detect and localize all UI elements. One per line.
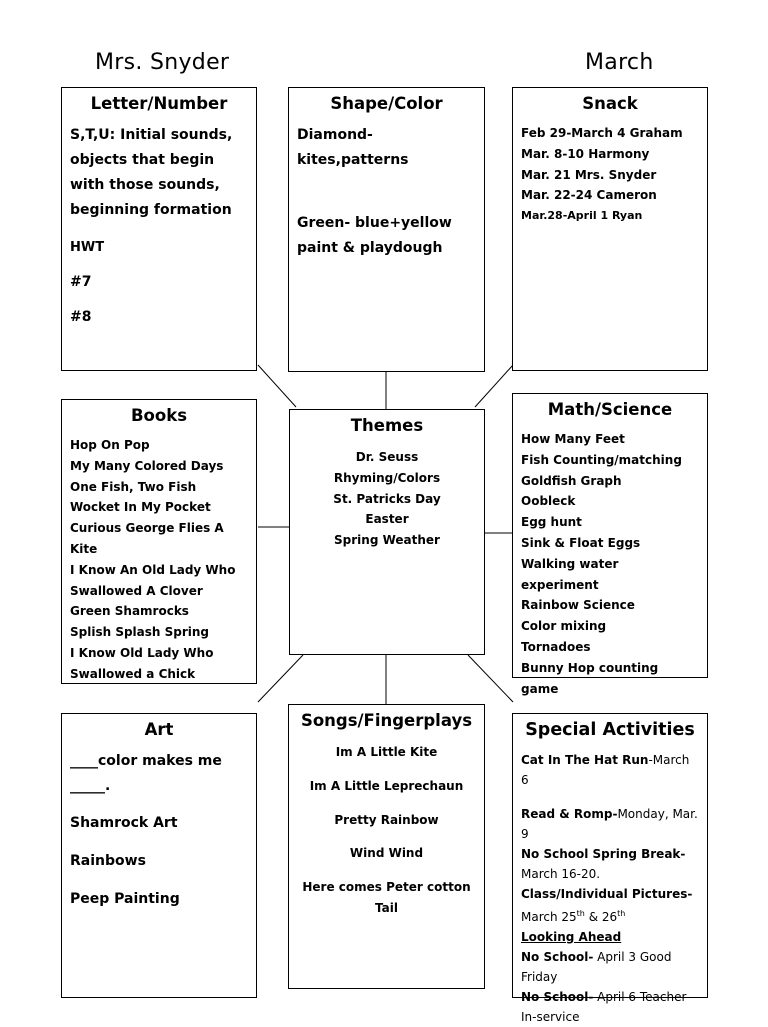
books-title: Books: [130, 406, 188, 425]
theme-item: Easter: [365, 512, 409, 527]
math-science-item: Bunny Hop counting game: [521, 660, 659, 696]
book-item: I Know An Old Lady Who: [70, 562, 236, 577]
special-activities-box: [512, 713, 708, 1024]
math-science-item: Tornadoes: [521, 639, 591, 654]
activity-date: March 25th & 26th: [521, 909, 626, 924]
book-item: Hop On Pop: [70, 438, 150, 452]
math-science-item: Walking water experiment: [521, 556, 619, 592]
shape-color-box: [288, 87, 485, 372]
math-science-title: Math/Science: [547, 400, 673, 419]
special-activity: [521, 884, 699, 927]
books-box: [61, 399, 257, 684]
snack-item: Mar. 22-24 Cameron: [521, 188, 657, 203]
themes-box: [289, 409, 485, 655]
activity-date: Monday, Mar. 9: [521, 807, 698, 841]
activity-date: April 6 Teacher In-service: [521, 990, 687, 1024]
activity-name: Class/Individual Pictures-: [521, 887, 693, 901]
book-item: Green Shamrocks: [70, 604, 189, 619]
activity-date: April 3 Good Friday: [521, 950, 672, 984]
math-science-item: Oobleck: [521, 494, 576, 509]
theme-item: Dr. Seuss: [355, 450, 419, 464]
looking-ahead-heading: Looking Ahead: [521, 930, 622, 944]
math-science-item: Egg hunt: [521, 515, 582, 530]
teacher-name: Mrs. Snyder: [95, 50, 230, 75]
song-item: Pretty Rainbow: [334, 812, 439, 827]
math-science-item: Goldfish Graph: [521, 473, 622, 488]
book-item: One Fish, Two Fish: [70, 479, 197, 494]
theme-item: Spring Weather: [334, 533, 440, 548]
song-item: Here comes Peter cotton Tail: [302, 880, 471, 915]
theme-item: Rhyming/Colors: [333, 470, 441, 485]
songs-box: [288, 704, 485, 989]
songs-title: Songs/Fingerplays: [300, 711, 473, 730]
activity-date: March 16-20.: [521, 867, 601, 881]
book-item: Swallowed A Clover: [70, 583, 203, 598]
math-science-item: Sink & Float Eggs: [521, 535, 641, 550]
math-science-box: [512, 393, 708, 696]
shape-color-line: Diamond-kites,patterns: [297, 127, 409, 168]
activity-name: No School-: [521, 990, 594, 1004]
snack-item: Mar. 8-10 Harmony: [521, 146, 650, 161]
art-item: Shamrock Art: [70, 815, 178, 831]
song-item: Im A Little Kite: [335, 745, 438, 759]
letter-number-item: HWT: [70, 240, 105, 255]
shape-color-line: Green- blue+yellow paint & playdough: [297, 215, 452, 256]
book-item: My Many Colored Days: [70, 458, 224, 473]
letter-number-title: Letter/Number: [90, 94, 228, 113]
activity-date: -March 6: [521, 753, 690, 787]
themes-title: Themes: [350, 416, 424, 435]
snack-item: Feb 29-March 4 Graham: [521, 126, 683, 140]
activity-name: Cat In The Hat Run: [521, 753, 649, 767]
special-activity: [521, 844, 699, 884]
book-item: Swallowed a Chick: [70, 666, 196, 681]
activity-name: No School Spring Break-: [521, 847, 686, 861]
snack-item: Mar.28-April 1 Ryan: [521, 209, 643, 223]
math-science-item: How Many Feet: [521, 432, 625, 446]
book-item: Wocket In My Pocket: [70, 500, 211, 515]
letter-number-box: [61, 87, 257, 371]
letter-number-item: #8: [70, 309, 92, 325]
activity-name: Read & Romp-: [521, 807, 618, 821]
math-science-item: Color mixing: [521, 619, 607, 634]
snack-item: Mar. 21 Mrs. Snyder: [521, 167, 657, 182]
song-item: Im A Little Leprechaun: [309, 778, 464, 793]
book-item: Curious George Flies A Kite: [70, 521, 224, 556]
shape-color-title: Shape/Color: [330, 94, 443, 113]
art-title: Art: [144, 720, 174, 739]
letter-number-text: S,T,U: Initial sounds, objects that begin with those sounds, beginning formation: [70, 127, 233, 218]
special-activity: [521, 947, 699, 987]
book-item: Splish Splash Spring: [70, 625, 210, 640]
activity-name: No School-: [521, 950, 594, 964]
special-activity: [521, 987, 699, 1027]
art-item: Peep Painting: [70, 891, 180, 907]
book-item: I Know Old Lady Who: [70, 645, 214, 660]
art-sentence: ____color makes me _____.: [70, 753, 222, 794]
art-item: Rainbows: [70, 853, 146, 869]
snack-title: Snack: [582, 94, 638, 113]
art-box: [61, 713, 257, 998]
math-science-item: Fish Counting/matching: [521, 452, 682, 467]
special-activity: [521, 804, 699, 844]
special-activities-title: Special Activities: [525, 720, 695, 740]
math-science-item: Rainbow Science: [521, 598, 635, 613]
special-activity: [521, 750, 699, 790]
song-item: Wind Wind: [349, 846, 424, 861]
snack-box: [512, 87, 708, 371]
theme-item: St. Patricks Day: [333, 491, 441, 506]
month-title: March: [585, 50, 654, 75]
letter-number-item: #7: [70, 274, 92, 290]
